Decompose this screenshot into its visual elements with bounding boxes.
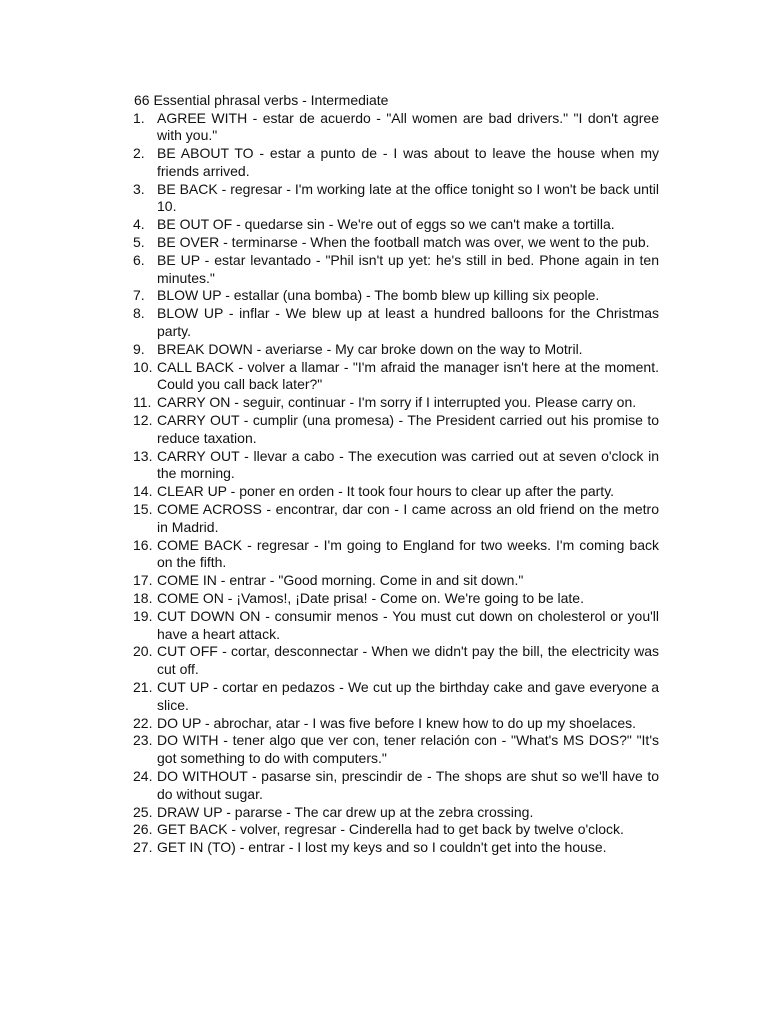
list-item-text: BLOW UP - inflar - We blew up at least a hundred balloons for the Christmas party.	[157, 305, 659, 340]
list-item	[133, 572, 659, 590]
list-item-number: 17.	[133, 572, 153, 589]
list-item-text: BE ABOUT TO - estar a punto de - I was about to leave the house when my friends arrived.	[157, 145, 659, 179]
list-item-number: 16.	[133, 536, 153, 553]
list-item-number: 20.	[133, 643, 153, 660]
list-item	[133, 590, 659, 608]
list-item	[133, 679, 659, 715]
list-item-text: COME IN - entrar - "Good morning. Come in and sit down."	[157, 572, 524, 589]
list-item-number: 11.	[133, 394, 152, 411]
list-item-number: 14.	[133, 483, 153, 500]
list-item-number: 9.	[133, 340, 145, 357]
list-item-number: 6.	[133, 251, 145, 268]
list-item-number: 3.	[133, 180, 145, 197]
list-item	[133, 732, 659, 768]
list-item-text: DO WITHOUT - pasarse sin, prescindir de - The shops are shut so we'll have to do without sugar.	[157, 767, 659, 802]
list-item-number: 18.	[133, 590, 153, 607]
list-item-number: 19.	[133, 607, 153, 624]
list-item-number: 7.	[133, 287, 145, 304]
list-item-text: DO UP - abrochar, atar - I was five before I knew how to do up my shoelaces.	[157, 714, 637, 731]
list-item-text: DO WITH - tener algo que ver con, tener relación con - "What's MS DOS?" "It's got something to do with computers."	[157, 732, 659, 767]
list-item	[133, 145, 659, 181]
list-item	[133, 804, 659, 822]
list-item-number: 1.	[133, 109, 145, 126]
list-item	[133, 501, 659, 537]
list-item-text: CUT DOWN ON - consumir menos - You must cut down on cholesterol or you'll have a heart attack.	[157, 607, 659, 642]
list-item	[133, 715, 659, 733]
page-title: 66 Essential phrasal verbs - Intermediate	[134, 92, 389, 108]
list-item	[133, 394, 659, 412]
list-item-text: GET IN (TO) - entrar - I lost my keys and so I couldn't get into the house.	[157, 839, 607, 856]
list-item-number: 21.	[133, 679, 153, 695]
list-item-text: BLOW UP - estallar (una bomba) - The bomb blew up killing six people.	[157, 287, 600, 304]
list-item-text: BE BACK - regresar - I'm working late at the office tonight so I won't be back until 10.	[157, 180, 659, 215]
list-item	[133, 234, 659, 252]
list-item	[133, 821, 659, 839]
list-item	[133, 768, 659, 804]
list-item	[133, 448, 659, 484]
list-item	[133, 341, 659, 359]
list-item-number: 24.	[133, 767, 153, 784]
list-item-number: 23.	[133, 732, 153, 749]
list-item-text: COME ON - ¡Vamos!, ¡Date prisa! - Come on. We're going to be late.	[157, 590, 584, 607]
list-item-number: 22.	[133, 714, 153, 731]
list-item-number: 8.	[133, 305, 145, 322]
list-item-number: 5.	[133, 234, 145, 251]
list-item-number: 13.	[133, 447, 153, 464]
list-item-text: BREAK DOWN - averiarse - My car broke down on the way to Motril.	[157, 340, 583, 357]
list-item	[133, 483, 659, 501]
list-item-number: 12.	[133, 412, 153, 429]
list-item	[133, 252, 659, 288]
list-item-text: CARRY ON - seguir, continuar - I'm sorry if I interrupted you. Please carry on.	[157, 394, 637, 411]
phrasal-verb-list	[133, 110, 659, 857]
list-item-text: CARRY OUT - cumplir (una promesa) - The President carried out his promise to reduce taxation.	[157, 412, 659, 446]
list-item	[133, 305, 659, 341]
list-item-text: AGREE WITH - estar de acuerdo - "All women are bad drivers." "I don't agree with you."	[157, 109, 659, 144]
list-item-number: 25.	[133, 803, 153, 820]
list-item-text: CUT OFF - cortar, desconnectar - When we didn't pay the bill, the electricity was cut off.	[157, 643, 659, 678]
list-item-number: 10.	[133, 358, 153, 375]
list-item	[133, 537, 659, 573]
list-item	[133, 412, 659, 448]
list-item	[133, 608, 659, 644]
list-item-text: BE UP - estar levantado - "Phil isn't up yet: he's still in bed. Phone again in ten minutes."	[157, 251, 659, 286]
list-item	[133, 181, 659, 217]
list-item	[133, 643, 659, 679]
list-item-text: CARRY OUT - llevar a cabo - The execution was carried out at seven o'clock in the morning.	[157, 447, 659, 482]
list-item	[133, 216, 659, 234]
list-item-text: CUT UP - cortar en pedazos - We cut up the birthday cake and gave everyone a slice.	[157, 679, 659, 713]
list-item	[133, 359, 659, 395]
list-item-number: 4.	[133, 216, 145, 233]
list-item-text: CALL BACK - volver a llamar - "I'm afraid the manager isn't here at the moment. Could you call back later?"	[157, 358, 659, 393]
list-item	[133, 839, 659, 857]
list-item-text: COME BACK - regresar - I'm going to England for two weeks. I'm coming back on the fifth.	[157, 536, 659, 571]
list-item-text: CLEAR UP - poner en orden - It took four hours to clear up after the party.	[157, 483, 615, 500]
list-item	[133, 287, 659, 305]
list-item-number: 26.	[133, 821, 153, 838]
list-item	[133, 110, 659, 146]
list-item-text: DRAW UP - pararse - The car drew up at the zebra crossing.	[157, 803, 534, 820]
list-item-text: BE OUT OF - quedarse sin - We're out of eggs so we can't make a tortilla.	[157, 216, 615, 233]
list-item-text: BE OVER - terminarse - When the football match was over, we went to the pub.	[157, 234, 650, 251]
list-item-number: 15.	[133, 501, 153, 518]
list-item-number: 2.	[133, 145, 145, 162]
list-item-number: 27.	[133, 839, 153, 856]
list-item-text: GET BACK - volver, regresar - Cinderella had to get back by twelve o'clock.	[157, 821, 624, 838]
list-item-text: COME ACROSS - encontrar, dar con - I came across an old friend on the metro in Madrid.	[157, 501, 659, 535]
